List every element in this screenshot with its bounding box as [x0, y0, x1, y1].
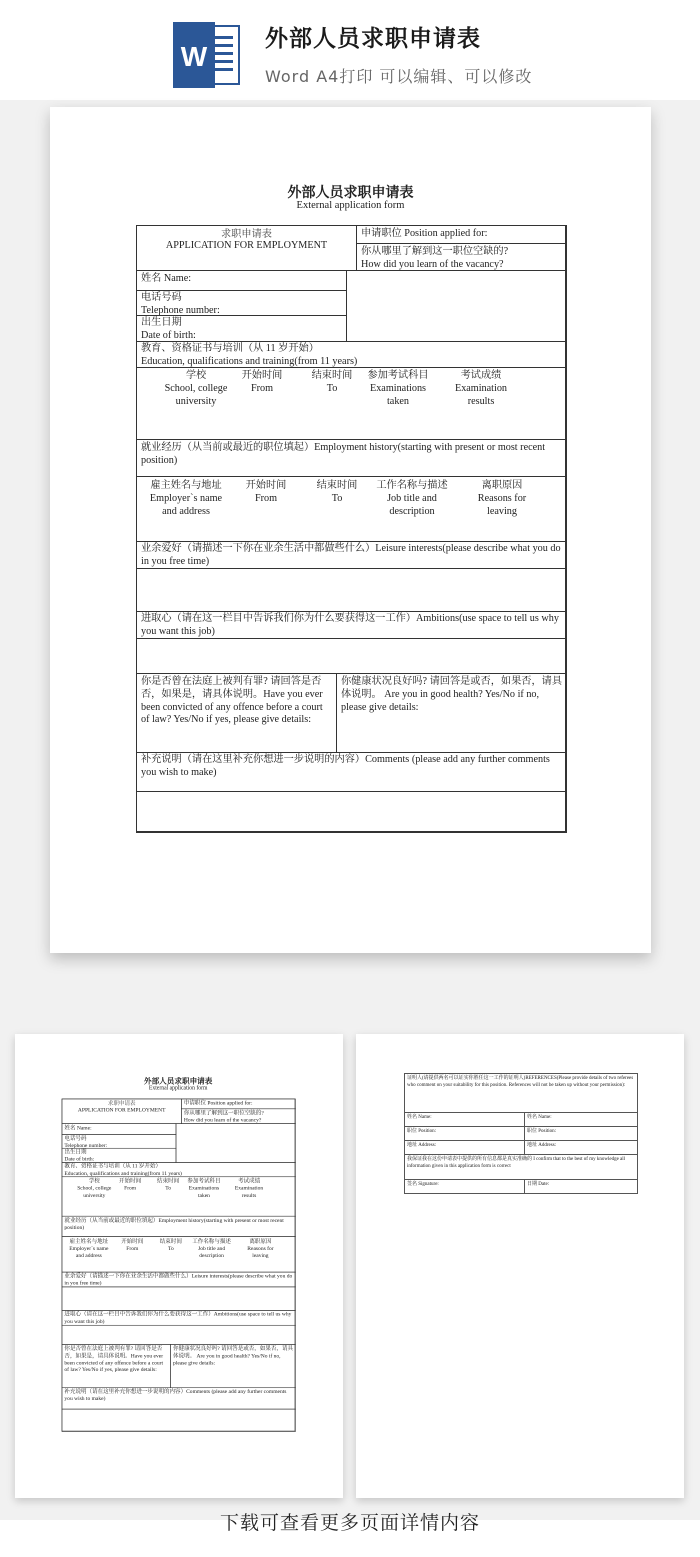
emp-col-reason: 离职原因 Reasons for leaving — [477, 480, 527, 517]
thumb-edu-col-school: 学校 School, college university — [77, 1178, 112, 1199]
education-header — [136, 341, 567, 368]
comments-header — [136, 752, 567, 792]
thumb-leisure-body — [62, 1287, 296, 1311]
thumb-comments-header — [62, 1387, 296, 1409]
signature-field[interactable]: 签名 Signature: — [404, 1179, 525, 1194]
thumb-emp-col-to: 结束时间 To — [159, 1238, 182, 1252]
thumb-emp-col-from: 开始时间 From — [121, 1238, 144, 1252]
thumb-leisure-header — [62, 1272, 296, 1287]
ref-position-1[interactable]: 职位 Position: — [404, 1126, 525, 1141]
edu-col-school: 学校 School, college university — [164, 370, 228, 407]
edu-col-from: 开始时间 From — [241, 370, 283, 394]
emp-col-to: 结束时间 To — [316, 480, 358, 504]
position-label: 申请职位 Position applied for: — [361, 228, 488, 239]
thumb-form-table — [62, 1099, 295, 1432]
thumb-application-cell — [62, 1099, 182, 1124]
thumb-health-label: 你健康状况良好吗? 请回答是或否，如果否，请具体说明。 Are you in good health? Yes/No if no, please give details: — [173, 1345, 294, 1366]
thumb-dob-label: 出生日期 Date of birth: — [64, 1149, 95, 1163]
emp-col-employer: 雇主姓名与地址 Employer`s name and address — [149, 480, 223, 517]
form-title: 外部人员求职申请表 — [287, 186, 414, 201]
convicted-cell[interactable] — [136, 673, 337, 753]
thumb-convicted-label: 你是否曾在法庭上被判有罪? 请回答是否否，如果是，请具体说明。Have you ever been convicted of any offence before a court of law? Yes/No if yes, please give details: — [64, 1345, 164, 1373]
employment-body[interactable] — [136, 476, 567, 542]
health-cell[interactable] — [336, 673, 567, 753]
ref-address-2[interactable]: 地址 Address: — [524, 1140, 638, 1155]
thumb-position-label: 申请职位 Position applied for: — [183, 1100, 253, 1107]
thumb-edu-col-to: 结束时间 To — [157, 1178, 180, 1192]
leisure-label: 业余爱好（请描述一下你在业余生活中都做些什么）Leisure interests(please describe what you do in you free time) — [141, 543, 561, 567]
dob-cell[interactable] — [136, 315, 347, 342]
application-zh: 求职申请表 — [221, 229, 272, 240]
thumb-emp-col-reason: 离职原因 Reasons for leaving — [247, 1238, 274, 1259]
thumb-vacancy-label: 你从哪里了解到这一职位空缺的? How did you learn of the vacancy? — [183, 1110, 264, 1124]
dob-label: 出生日期 Date of birth: — [141, 317, 196, 341]
thumb-form-subtitle: External application form — [148, 1084, 208, 1091]
ref-name-1[interactable]: 姓名 Name: — [404, 1112, 525, 1127]
ambitions-label: 进取心（请在这一栏目中告诉我们你为什么要获得这一工作）Ambitions(use space to tell us why you want this job) — [141, 613, 559, 637]
thumb-education-body — [62, 1176, 296, 1216]
vacancy-label: 你从哪里了解到这一职位空缺的? How did you learn of the vacancy? — [361, 246, 509, 270]
thumb-name-label: 姓名 Name: — [64, 1124, 92, 1131]
leisure-body[interactable] — [136, 568, 567, 612]
ref-name-2[interactable]: 姓名 Name: — [524, 1112, 638, 1127]
edu-col-exams: 参加考试科目 Examinations taken — [367, 370, 429, 407]
thumb-edu-col-results: 考试成绩 Examination results — [234, 1178, 264, 1199]
thumb-ambitions-body — [62, 1325, 296, 1345]
thumb-leisure-label: 业余爱好（请描述一下你在业余生活中都做些什么）Leisure interests(please describe what you do in you free time) — [64, 1272, 293, 1286]
thumb-employment-label: 就业经历（从当前或最近的职位填起）Employment history(starting with present or most recent position) — [64, 1217, 284, 1231]
application-en: APPLICATION FOR EMPLOYMENT — [165, 240, 328, 251]
thumb-phone-cell — [62, 1134, 177, 1148]
edu-col-to: 结束时间 To — [311, 370, 353, 394]
thumb-emp-col-employer: 雇主姓名与地址 Employer`s name and address — [69, 1238, 109, 1259]
download-more-text[interactable]: 下载可查看更多页面详情内容 — [219, 1512, 480, 1534]
thumb-ambitions-label: 进取心（请在这一栏目中告诉我们你为什么要获得这一工作）Ambitions(use space to tell us why you want this job) — [64, 1311, 292, 1325]
word-logo-letter: W — [180, 41, 208, 72]
name-label: 姓名 Name: — [141, 273, 192, 284]
thumb-photo-cell — [176, 1123, 296, 1162]
thumb-phone-label: 电话号码 Telephone number: — [64, 1135, 108, 1149]
education-body[interactable] — [136, 367, 567, 440]
ref-address-1[interactable]: 地址 Address: — [404, 1140, 525, 1155]
thumb-employment-header — [62, 1216, 296, 1237]
page-title: 外部人员求职申请表 — [265, 26, 481, 52]
thumb-convicted-cell — [62, 1344, 171, 1388]
application-cell — [136, 225, 357, 271]
thumb-health-cell — [170, 1344, 295, 1388]
references-table — [404, 1073, 638, 1194]
ambitions-body[interactable] — [136, 638, 567, 674]
comments-body[interactable] — [136, 791, 567, 833]
thumb-comments-label: 补充说明（请在这里补充你想进一步说明的内容）Comments (please add any further comments you wish to make) — [64, 1388, 287, 1402]
emp-col-from: 开始时间 From — [245, 480, 287, 504]
thumb-comments-body — [62, 1409, 296, 1432]
thumb-application-en: APPLICATION FOR EMPLOYMENT — [77, 1106, 166, 1113]
comments-label: 补充说明（请在这里补充你想进一步说明的内容）Comments (please add any further comments you wish to make) — [141, 754, 550, 778]
thumb-vacancy-cell — [181, 1109, 296, 1124]
thumb-emp-col-job: 工作名称与描述 Job title and description — [192, 1238, 231, 1259]
employment-label: 就业经历（从当前或最近的职位填起）Employment history(starting with present or most recent position) — [141, 442, 546, 466]
word-icon — [173, 22, 241, 88]
photo-cell — [346, 270, 567, 342]
employment-header — [136, 439, 567, 477]
thumbnail-page-2[interactable] — [356, 1034, 684, 1498]
form-subtitle: External application form — [296, 200, 405, 211]
thumb-edu-col-from: 开始时间 From — [119, 1178, 142, 1192]
page-subtitle: Word A4打印 可以编辑、可以修改 — [265, 67, 533, 86]
education-label: 教育、资格证书与培训（从 11 岁开始） Education, qualifications and training(from 11 years) — [141, 343, 358, 367]
emp-col-job: 工作名称与描述 Job title and description — [376, 480, 448, 517]
thumb-position-cell — [181, 1099, 296, 1109]
confirm-statement: 我保证我在这份申请表中提供的所有信息都是真实准确的 I confirm that to the best of my knowledge all information given in this application form is correct — [404, 1154, 638, 1180]
thumb-employment-body — [62, 1236, 296, 1272]
ref-position-2[interactable]: 职位 Position: — [524, 1126, 638, 1141]
thumb-dob-cell — [62, 1148, 177, 1163]
edu-col-results: 考试成绩 Examination results — [454, 370, 508, 407]
vacancy-cell[interactable] — [356, 243, 567, 271]
thumbnail-page-1[interactable] — [15, 1034, 343, 1498]
references-header: 证明人(请提供两名可以证实你胜任这一工作的证明人)REFERENCES(Please provide details of two referees who comment on your suitability for this position. References will not be taken up without your permission): — [404, 1073, 638, 1113]
health-label: 你健康状况良好吗? 请回答是或否，如果否，请具体说明。 Are you in good health? Yes/No if no, please give details: — [341, 676, 563, 713]
convicted-label: 你是否曾在法庭上被判有罪? 请回答是否否，如果是，请具体说明。Have you ever been convicted of any offence before a court of law? Yes/No if yes, please give details: — [141, 676, 323, 726]
name-cell[interactable] — [136, 270, 347, 291]
header — [0, 0, 700, 100]
thumb-form-title: 外部人员求职申请表 — [143, 1077, 213, 1086]
thumb-education-header — [62, 1162, 296, 1177]
phone-cell[interactable] — [136, 290, 347, 316]
position-cell[interactable] — [356, 225, 567, 244]
date-field[interactable]: 日期 Date: — [524, 1179, 638, 1194]
phone-label: 电话号码 Telephone number: — [141, 292, 220, 316]
document-page-main — [50, 107, 651, 953]
ambitions-header — [136, 611, 567, 639]
thumb-ambitions-header — [62, 1310, 296, 1325]
thumb-education-label: 教育、资格证书与培训（从 11 岁开始） Education, qualifications and training(from 11 years) — [64, 1163, 182, 1177]
thumb-application-zh: 求职申请表 — [107, 1100, 136, 1107]
thumb-name-cell — [62, 1123, 177, 1135]
form-table — [136, 225, 566, 832]
leisure-header — [136, 541, 567, 569]
thumb-edu-col-exams: 参加考试科目 Examinations taken — [187, 1178, 221, 1199]
